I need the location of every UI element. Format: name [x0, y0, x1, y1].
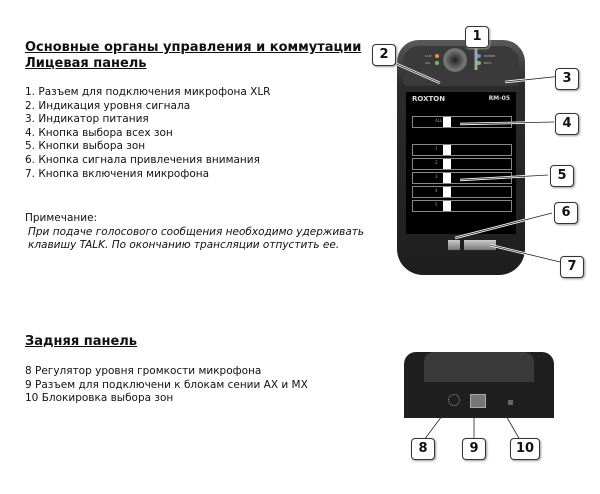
brand-logo: ROXTON — [412, 95, 446, 103]
front-panel-heading: Лицевая панель — [25, 56, 147, 71]
zone-label: 2 — [435, 160, 438, 165]
all-zones-label: ALL — [435, 118, 443, 123]
note-text-1: При подаче голосового сообщения необходимо удерживать — [28, 225, 365, 238]
list-item: 1. Разъем для подключения микрофона XLR — [25, 86, 271, 98]
callout-9: 9 — [462, 438, 486, 460]
zone-label: 1 — [435, 146, 438, 151]
callout-1: 1 — [465, 26, 489, 48]
front-heading: Основные органы управления и коммутации — [25, 40, 362, 55]
note-label: Примечание: — [25, 212, 98, 224]
model-name: RM-05 — [488, 95, 510, 102]
list-item: 6. Кнопка сигнала привлечения внимания — [25, 153, 260, 166]
callout-5: 5 — [550, 165, 574, 187]
list-item: 4. Кнопка выбора всех зон — [25, 126, 173, 139]
list-item: 7. Кнопка включения микрофона — [25, 167, 210, 180]
list-item: 5. Кнопки выбора зон — [25, 140, 146, 153]
list-item: 10 Блокировка выбора зон — [25, 392, 174, 405]
list-item: 3. Индикатор питания — [25, 113, 149, 126]
power-label: POWER — [484, 54, 496, 58]
rear-heading: Задняя панель — [25, 334, 138, 349]
signal-label: SIG — [425, 61, 431, 65]
zone-label: 4 — [435, 188, 438, 193]
callout-4: 4 — [555, 113, 579, 135]
callout-2: 2 — [372, 44, 396, 66]
clip-label: CLIP — [425, 54, 432, 58]
busy-label: BUSY — [484, 61, 492, 65]
list-item: 2. Индикация уровня сигнала — [25, 99, 191, 112]
zone-label: 5 — [435, 202, 438, 207]
callout-10: 10 — [510, 438, 540, 460]
note-text-2: клавишу TALK. По окончанию трансляции отпустить ее. — [28, 239, 340, 252]
callout-6: 6 — [554, 202, 578, 224]
list-item: 9 Разъем для подключени к блокам сении АХ и МХ — [25, 378, 308, 391]
callout-8: 8 — [411, 438, 435, 460]
list-item: 8 Регулятор уровня громкости микрофона — [25, 365, 262, 377]
callout-3: 3 — [555, 68, 579, 90]
callout-7: 7 — [560, 256, 584, 278]
zone-label: 3 — [435, 174, 438, 179]
